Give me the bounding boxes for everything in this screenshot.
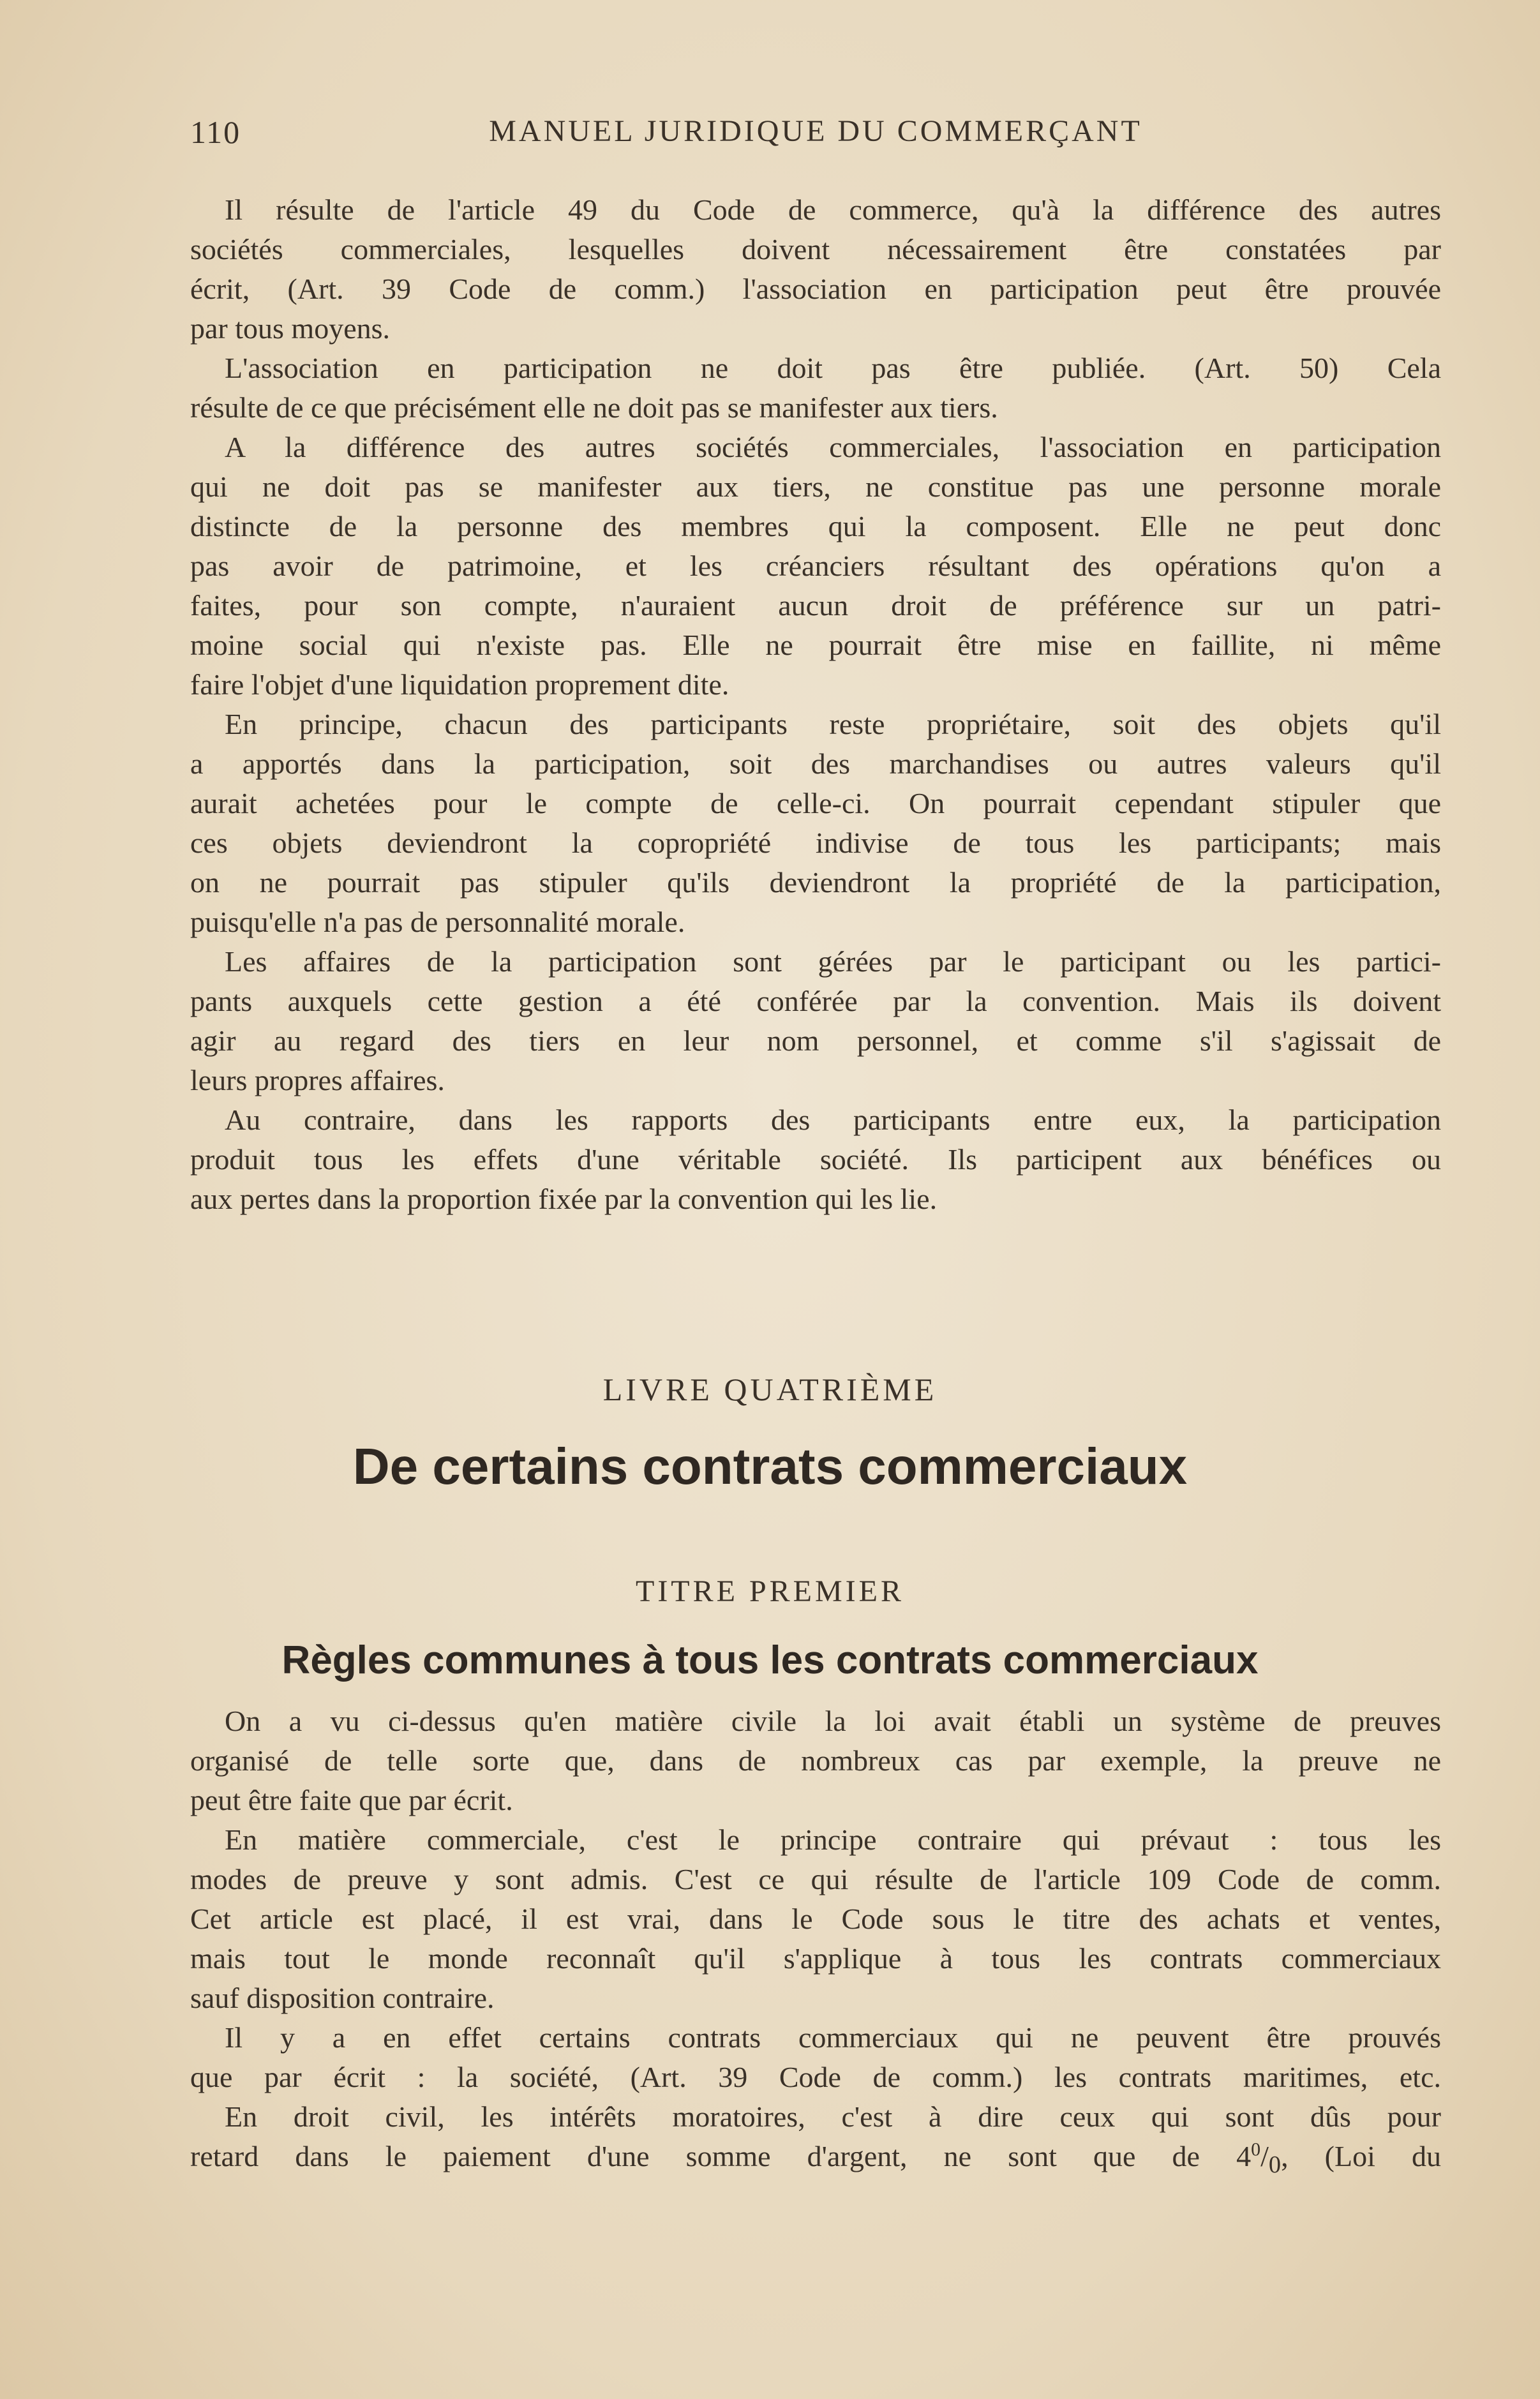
text-line: distincte de la personne des membres qui la composent. Elle ne peut donc [190,510,1441,542]
part-label: TITRE PREMIER [636,1574,904,1608]
text-fragment: , (Loi du [1281,2140,1441,2172]
text-line: faire l'objet d'une liquidation proprement dite. [190,668,729,701]
text-line: par tous moyens. [190,312,391,345]
text-line: qui ne doit pas se manifester aux tiers, ne constitue pas une personne morale [190,470,1441,503]
part-title: Règles communes à tous les contrats commerciaux [281,1638,1259,1682]
text-line: En droit civil, les intérêts moratoires, c'est à dire ceux qui sont dûs pour [225,2100,1441,2133]
text-line: sociétés commerciales, lesquelles doivent nécessairement être constatées par [190,233,1441,265]
text-line: A la différence des autres sociétés commerciales, l'association en participation [225,431,1441,463]
book-title: De certains contrats commerciaux [352,1438,1188,1495]
text-line: sauf disposition contraire. [190,1982,495,2014]
text-line: puisqu'elle n'a pas de personnalité morale. [190,906,685,938]
text-line: a apportés dans la participation, soit des marchandises ou autres valeurs qu'il [190,747,1441,780]
text-line: pas avoir de patrimoine, et les créanciers résultant des opérations qu'on a [190,549,1441,582]
text-line: organisé de telle sorte que, dans de nombreux cas par exemple, la preuve ne [190,1744,1441,1777]
subscript: 0 [1268,2151,1282,2176]
text-line: leurs propres affaires. [190,1064,445,1096]
text-line: Il y a en effet certains contrats commerciaux qui ne peuvent être prouvés [225,2021,1441,2054]
text-line: pants auxquels cette gestion a été conférée par la convention. Mais ils doivent [190,985,1441,1017]
text-line: mais tout le monde reconnaît qu'il s'applique à tous les contrats commerciaux [190,1942,1441,1975]
text-line: produit tous les effets d'une véritable société. Ils participent aux bénéfices ou [190,1143,1441,1176]
running-title: MANUEL JURIDIQUE DU COMMERÇANT [489,114,1142,148]
text-line: agir au regard des tiers en leur nom personnel, et comme s'il s'agissait de [190,1024,1441,1057]
text-line: peut être faite que par écrit. [190,1784,513,1816]
association-section [190,190,1441,1219]
text-line: On a vu ci-dessus qu'en matière civile la loi avait établi un système de preuves [225,1705,1441,1737]
text-line: Cet article est placé, il est vrai, dans le Code sous le titre des achats et ventes, [190,1902,1441,1935]
text-line: aux pertes dans la proportion fixée par la convention qui les lie. [190,1183,938,1215]
page-number: 110 [190,114,241,150]
text-line: ces objets deviendront la copropriété indivise de tous les participants; mais [190,826,1441,859]
slash: / [1260,2140,1269,2172]
superscript: 0 [1251,2139,1261,2160]
text-line: moine social qui n'existe pas. Elle ne pourrait être mise en faillite, ni même [190,629,1441,661]
text-line: écrit, (Art. 39 Code de comm.) l'association en participation peut être prouvée [190,273,1441,305]
text-line: L'association en participation ne doit pas être publiée. (Art. 50) Cela [225,352,1441,384]
text-line: faites, pour son compte, n'auraient aucun droit de préférence sur un patri- [190,589,1441,622]
text-line: En matière commerciale, c'est le principe contraire qui prévaut : tous les [225,1823,1441,1856]
text-fragment: retard dans le paiement d'une somme d'argent, ne sont que de 4 [190,2140,1252,2172]
rules-section [190,1701,1441,2176]
text-line: Il résulte de l'article 49 du Code de commerce, qu'à la différence des autres [225,193,1441,226]
book-label: LIVRE QUATRIÈME [602,1371,938,1407]
text-line: Les affaires de la participation sont gérées par le participant ou les partici- [225,945,1441,978]
text-line-last [190,2137,1441,2176]
text-line: Au contraire, dans les rapports des participants entre eux, la participation [225,1103,1441,1136]
text-line: modes de preuve y sont admis. C'est ce qui résulte de l'article 109 Code de comm. [190,1863,1441,1895]
text-line: résulte de ce que précisément elle ne doit pas se manifester aux tiers. [190,391,998,424]
text-line: on ne pourrait pas stipuler qu'ils deviendront la propriété de la participation, [190,866,1441,899]
running-head [190,114,1441,158]
text-line: que par écrit : la société, (Art. 39 Code de comm.) les contrats maritimes, etc. [190,2061,1441,2093]
text-line: En principe, chacun des participants reste propriétaire, soit des objets qu'il [225,708,1441,740]
text-line: aurait achetées pour le compte de celle-ci. On pourrait cependant stipuler que [190,787,1441,819]
